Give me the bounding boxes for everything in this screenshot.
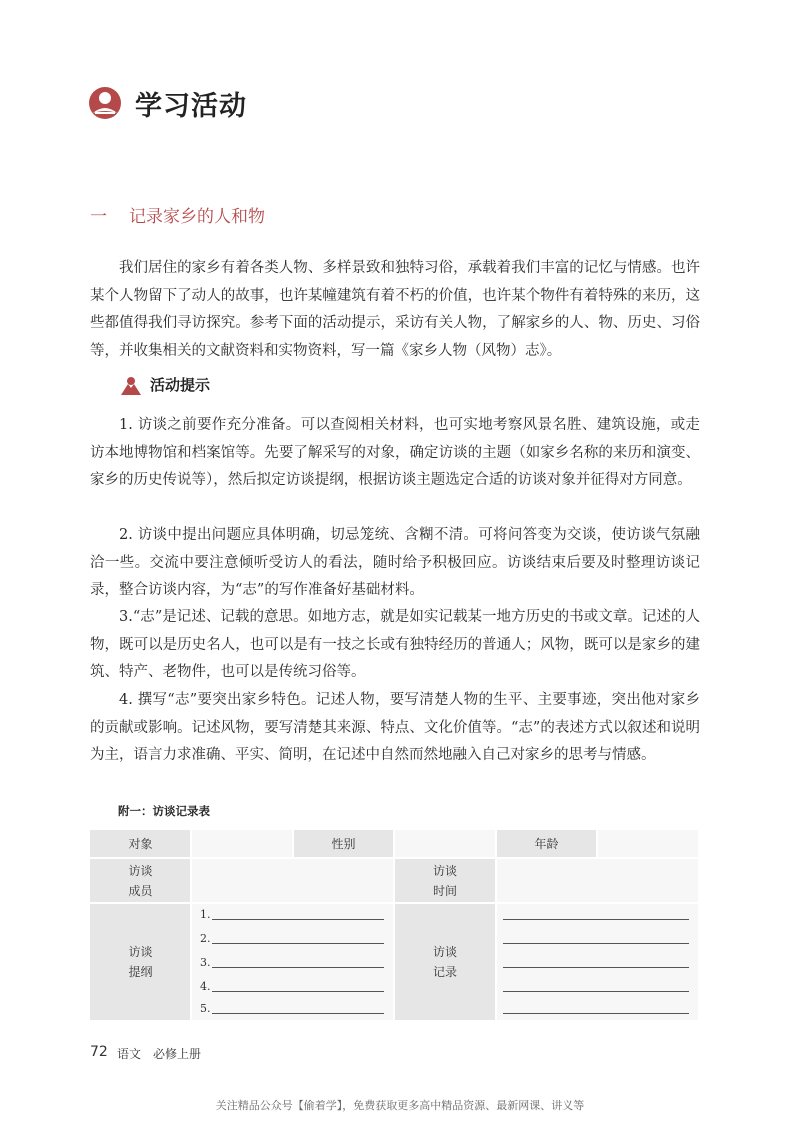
table-divider bbox=[90, 857, 698, 859]
tip-paragraph: 3.“志”是记述、记载的意思。如地方志，就是如实记载某一地方历史的书或文章。记述的人物，既可以是历史名人，也可以是有一技之长或有独特经历的普通人；风物，既可以是家乡的建筑、特产、老物件，也可以是传统习俗等。 bbox=[90, 609, 700, 680]
object-value-cell bbox=[191, 830, 293, 858]
table-header-record bbox=[394, 903, 496, 1020]
table-header-gender: 性别 bbox=[293, 830, 394, 858]
record-blank-line bbox=[503, 1013, 689, 1014]
members-value-cell bbox=[191, 858, 394, 903]
outline-item-number: 2. bbox=[200, 932, 211, 945]
record-blank-line bbox=[503, 943, 689, 944]
table-header-outline bbox=[90, 903, 191, 1020]
table-header-members bbox=[90, 858, 191, 903]
page-title: 学习活动 bbox=[135, 91, 247, 122]
record-label-line1: 访谈 bbox=[432, 944, 457, 959]
outline-label-line2: 提纲 bbox=[128, 964, 153, 979]
record-lines-cell bbox=[496, 903, 698, 1020]
appendix-title: 附一：访谈记录表 bbox=[118, 804, 210, 818]
book-name: 语文 必修上册 bbox=[117, 1047, 202, 1061]
outline-item-number: 4. bbox=[200, 980, 211, 993]
section-title bbox=[90, 202, 265, 227]
outline-item-number: 1. bbox=[200, 908, 211, 921]
tips-heading: 活动提示 bbox=[150, 376, 211, 394]
table-divider bbox=[90, 902, 698, 904]
section-title-text: 记录家乡的人和物 bbox=[129, 207, 265, 227]
record-label-line2: 记录 bbox=[432, 964, 457, 979]
outline-blank-line bbox=[212, 991, 384, 992]
time-label-line2: 时间 bbox=[432, 883, 457, 898]
time-label-line1: 访谈 bbox=[432, 863, 457, 878]
tip-paragraph: 1. 访谈之前要作充分准备。可以查阅相关材料，也可实地考察风景名胜、建筑设施，或走访本地博物馆和档案馆等。先要了解采写的对象，确定访谈的主题（如家乡名称的来历和演变、家乡的历史传说等），然后拟定访谈提纲，根据访谈主题选定合适的访谈对象并征得对方同意。 bbox=[90, 417, 700, 488]
table-header-time bbox=[394, 858, 496, 903]
table-header-object: 对象 bbox=[90, 830, 191, 858]
record-blank-line bbox=[503, 991, 689, 992]
tip-paragraph: 4. 撰写“志”要突出家乡特色。记述人物，要写清楚人物的生平、主要事迹，突出他对家乡的贡献或影响。记述风物，要写清楚其来源、特点、文化价值等。“志”的表述方式以叙述和说明为主，语言力求准确、平实、简明，在记述中自然而然地融入自己对家乡的思考与情感。 bbox=[90, 692, 700, 763]
intro-paragraph: 我们居住的家乡有着各类人物、多样景致和独特习俗，承载着我们丰富的记忆与情感。也许某个人物留下了动人的故事，也许某幢建筑有着不朽的价值，也许某个物件有着特殊的来历，这些都值得我们寻访探究。参考下面的活动提示，采访有关人物，了解家乡的人、物、历史、习俗等，并收集相关的文献资料和实物资料，写一篇《家乡人物（风物）志》。 bbox=[90, 260, 700, 359]
gender-value-cell bbox=[394, 830, 496, 858]
outline-item-number: 5. bbox=[200, 1002, 211, 1015]
record-blank-line bbox=[503, 919, 689, 920]
activity-tips-icon bbox=[120, 376, 142, 396]
page-number: 72 bbox=[90, 1044, 108, 1060]
time-value-cell bbox=[496, 858, 698, 903]
table-divider bbox=[596, 830, 598, 858]
outline-label-line1: 访谈 bbox=[128, 944, 153, 959]
age-value-cell bbox=[597, 830, 698, 858]
outline-blank-line bbox=[212, 967, 384, 968]
members-label-line2: 成员 bbox=[128, 883, 153, 898]
record-blank-line bbox=[503, 967, 689, 968]
outline-item-number: 3. bbox=[200, 956, 211, 969]
outline-blank-line bbox=[212, 943, 384, 944]
members-label-line1: 访谈 bbox=[128, 863, 153, 878]
section-number: 一 bbox=[90, 207, 107, 227]
watermark-text: 关注精品公众号【偷着学】，免费获取更多高中精品资源、最新网课、讲义等 bbox=[215, 1099, 585, 1112]
outline-blank-line bbox=[212, 919, 384, 920]
outline-blank-line bbox=[212, 1013, 384, 1014]
outline-lines-cell bbox=[191, 903, 394, 1020]
interview-record-table bbox=[90, 830, 698, 1020]
tip-paragraph: 2. 访谈中提出问题应具体明确，切忌笼统、含糊不清。可将问答变为交谈，使访谈气氛融洽一些。交流中要注意倾听受访人的看法，随时给予积极回应。访谈结束后要及时整理访谈记录，整合访谈内容，为“志”的写作准备好基础材料。 bbox=[90, 527, 700, 598]
table-header-age: 年龄 bbox=[496, 830, 597, 858]
table-divider bbox=[292, 830, 294, 858]
learning-activity-icon bbox=[88, 86, 122, 120]
